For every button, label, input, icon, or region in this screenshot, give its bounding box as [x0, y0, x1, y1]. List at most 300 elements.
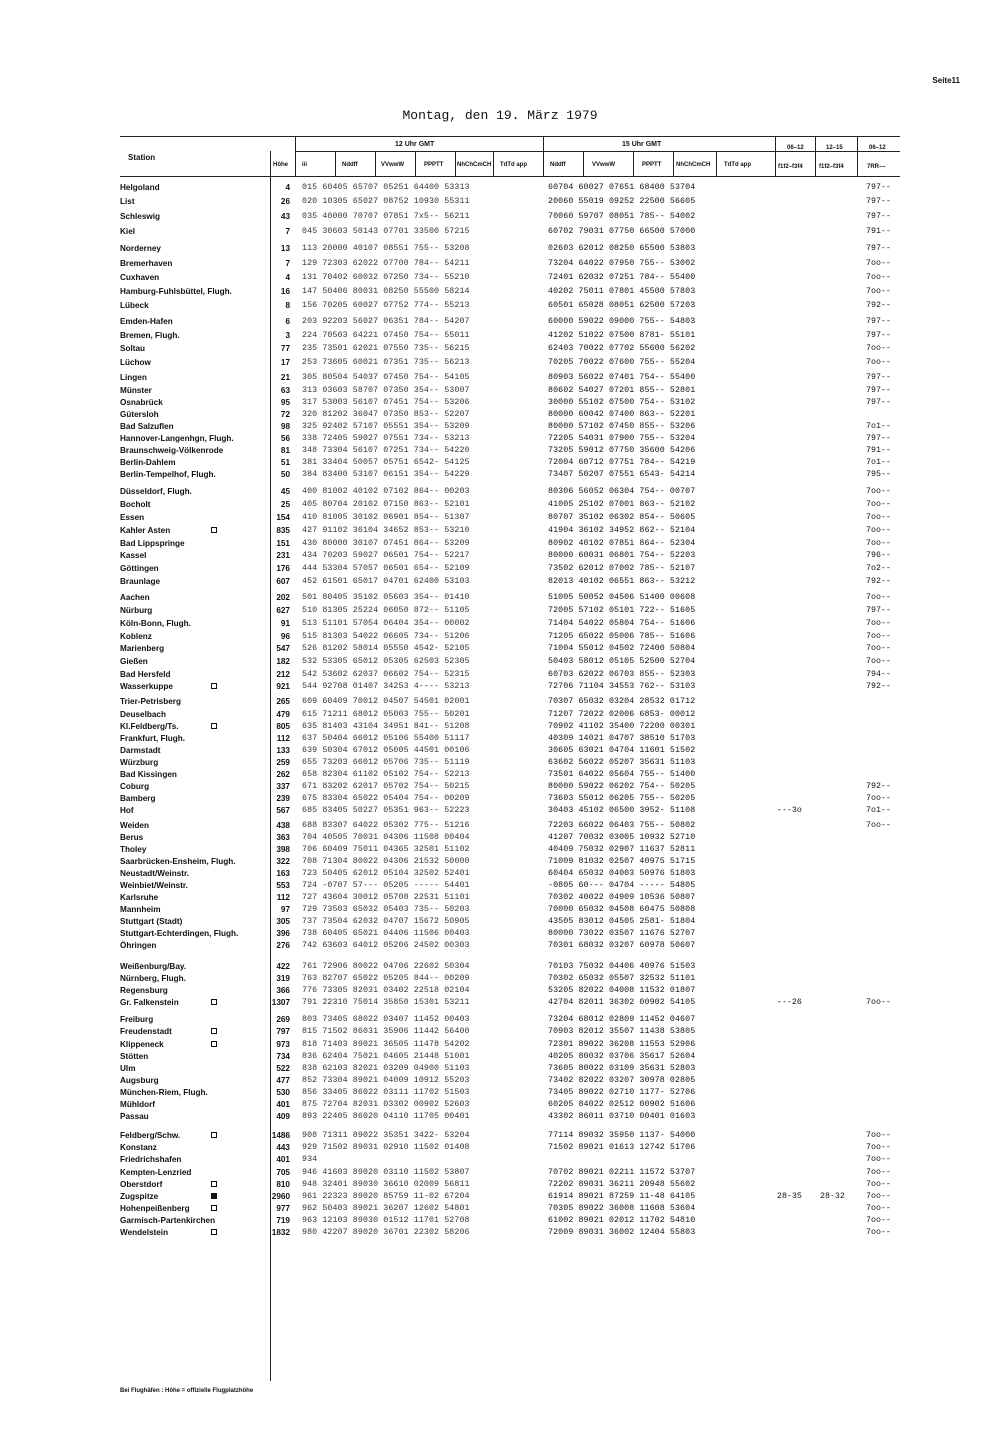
precip-06-12: ---3o — [777, 806, 802, 815]
station-height: 398 — [276, 845, 290, 854]
station-name: Lübeck — [120, 301, 149, 310]
station-height: 212 — [276, 670, 290, 679]
state-code: 7oo-- — [866, 273, 891, 282]
station-height: 176 — [276, 564, 290, 573]
station-height: 43 — [280, 212, 290, 221]
obs-15utc: 73405 89022 02710 1177- 52706 — [548, 1088, 696, 1097]
obs-12utc: 348 73304 56107 07251 734-- 54220 — [302, 446, 470, 455]
state-code: 797-- — [866, 606, 891, 615]
station-name: Weißenburg/Bay. — [120, 962, 187, 971]
mountain-station-icon — [211, 1205, 217, 1211]
obs-15utc: 77114 89032 35950 1137- 54000 — [548, 1131, 696, 1140]
obs-12utc: 742 63603 64012 05206 24502 00303 — [302, 941, 470, 950]
station-height: 276 — [276, 941, 290, 950]
station-height: 96 — [280, 632, 290, 641]
state-code: 7oo-- — [866, 1143, 891, 1152]
obs-12utc: 724 -0707 57--- 05205 ----- 54401 — [302, 881, 470, 890]
obs-15utc: 71205 65022 05006 785-- 51606 — [548, 632, 696, 641]
state-code: 797-- — [866, 434, 891, 443]
station-height: 396 — [276, 929, 290, 938]
obs-15utc: 71009 81032 02507 40975 51715 — [548, 857, 696, 866]
station-height: 797 — [276, 1027, 290, 1036]
station-name: Freiburg — [120, 1015, 154, 1024]
state-code: 794-- — [866, 670, 891, 679]
station-height: 7 — [285, 227, 290, 236]
header-td-12: TdTd app — [500, 162, 527, 168]
station-name: Öhringen — [120, 941, 157, 950]
obs-12utc: 706 60409 75011 04365 32501 51102 — [302, 845, 470, 854]
header-nh-12: NhChCmCH — [457, 162, 492, 168]
obs-15utc: 71004 55012 04502 72400 50804 — [548, 644, 696, 653]
obs-12utc: 671 83202 62017 05702 754-- 50215 — [302, 782, 470, 791]
obs-15utc: 40309 14021 04707 38510 51703 — [548, 734, 696, 743]
obs-15utc: 82013 40102 06551 863-- 53212 — [548, 577, 696, 586]
state-code: 7oo-- — [866, 513, 891, 522]
station-name: Wasserkuppe — [120, 682, 173, 691]
station-name: Norderney — [120, 244, 161, 253]
station-name: Bad Kissingen — [120, 770, 177, 779]
obs-15utc: 72205 54031 07900 755-- 53204 — [548, 434, 696, 443]
station-height: 112 — [276, 734, 290, 743]
station-name: Bocholt — [120, 500, 151, 509]
obs-12utc: 444 53304 57057 06501 654-- 52109 — [302, 564, 470, 573]
mountain-station-icon — [211, 527, 217, 533]
station-height: 72 — [280, 410, 290, 419]
station-name: Hohenpeißenberg — [120, 1204, 190, 1213]
state-code: 7oo-- — [866, 821, 891, 830]
station-height: 95 — [280, 398, 290, 407]
obs-15utc: 80000 73022 03507 11676 52707 — [548, 929, 696, 938]
station-name: Osnabrück — [120, 398, 163, 407]
header-c2: 12–15 — [826, 145, 843, 151]
station-name: Mühldorf — [120, 1100, 156, 1109]
station-name: Stuttgart (Stadt) — [120, 917, 183, 926]
obs-15utc: 80000 59022 06202 754-- 50205 — [548, 782, 696, 791]
header-c1: 06–12 — [787, 145, 804, 151]
obs-12utc: 723 50405 62012 05104 32502 52401 — [302, 869, 470, 878]
obs-15utc: 62403 70022 07702 55600 56202 — [548, 344, 696, 353]
station-height: 627 — [276, 606, 290, 615]
station-height: 262 — [276, 770, 290, 779]
obs-15utc: 41202 51022 07500 8781- 55101 — [548, 331, 696, 340]
station-name: Deuselbach — [120, 710, 166, 719]
station-name: Augsburg — [120, 1076, 159, 1085]
station-name: Saarbrücken-Ensheim, Flugh. — [120, 857, 236, 866]
obs-12utc: 045 30603 50143 07701 33500 57215 — [302, 227, 470, 236]
state-code: 797-- — [866, 398, 891, 407]
station-name: Emden-Hafen — [120, 317, 173, 326]
obs-12utc: 761 72906 80022 04706 22602 50304 — [302, 962, 470, 971]
obs-12utc: 452 61501 65017 04701 62400 53103 — [302, 577, 470, 586]
station-height: 547 — [276, 644, 290, 653]
obs-15utc: 30000 55102 07500 754-- 53102 — [548, 398, 696, 407]
state-code: 7oo-- — [866, 1155, 891, 1164]
state-code: 7oo-- — [866, 632, 891, 641]
obs-12utc: 015 60405 65707 05251 64400 53313 — [302, 183, 470, 192]
obs-15utc: 70902 41102 35400 72200 00301 — [548, 722, 696, 731]
station-height: 530 — [276, 1088, 290, 1097]
station-name: Neustadt/Weinstr. — [120, 869, 190, 878]
station-name: Hof — [120, 806, 134, 815]
station-name: Kahler Asten — [120, 526, 171, 535]
station-name: Kl.Feldberg/Ts. — [120, 722, 179, 731]
state-code: 797-- — [866, 197, 891, 206]
obs-15utc: 73205 59012 07750 35600 54206 — [548, 446, 696, 455]
station-name: Soltau — [120, 344, 146, 353]
station-height: 719 — [276, 1216, 290, 1225]
station-name: Darmstadt — [120, 746, 161, 755]
obs-15utc: 80000 60031 06801 754-- 52203 — [548, 551, 696, 560]
station-height: 567 — [276, 806, 290, 815]
station-height: 1307 — [271, 998, 290, 1007]
obs-12utc: 737 73504 62032 04707 15672 50905 — [302, 917, 470, 926]
station-height: 1832 — [271, 1228, 290, 1237]
station-name: Bad Salzuflen — [120, 422, 174, 431]
header-station: Station — [128, 153, 156, 162]
obs-15utc: 73603 55012 06205 755-- 50205 — [548, 794, 696, 803]
obs-15utc: 73605 80022 03109 35631 52803 — [548, 1064, 696, 1073]
station-height: 337 — [276, 782, 290, 791]
obs-12utc: 639 50304 67012 05005 44501 00106 — [302, 746, 470, 755]
mountain-station-icon — [211, 1028, 217, 1034]
obs-15utc: 53205 82022 04008 11532 01807 — [548, 986, 696, 995]
station-height: 50 — [280, 470, 290, 479]
station-name: Göttingen — [120, 564, 159, 573]
obs-15utc: 70302 40022 04909 10536 50807 — [548, 893, 696, 902]
station-height: 26 — [280, 197, 290, 206]
obs-12utc: 510 81305 25224 06050 872-- 51105 — [302, 606, 470, 615]
obs-12utc: 203 92203 56027 06351 784-- 54207 — [302, 317, 470, 326]
state-code: 792-- — [866, 682, 891, 691]
obs-15utc: 80306 56052 06304 754-- 00707 — [548, 487, 696, 496]
state-code: 7oo-- — [866, 794, 891, 803]
station-name: List — [120, 197, 135, 206]
obs-12utc: 434 70203 59027 06501 754-- 52217 — [302, 551, 470, 560]
station-height: 51 — [280, 458, 290, 467]
station-height: 810 — [276, 1180, 290, 1189]
obs-12utc: 962 50403 89021 36207 12602 54801 — [302, 1204, 470, 1213]
state-code: 7oo-- — [866, 619, 891, 628]
obs-12utc: 020 10305 65027 08752 10930 55311 — [302, 197, 470, 206]
obs-12utc: 815 71502 86031 35906 11442 56400 — [302, 1027, 470, 1036]
station-height: 401 — [276, 1155, 290, 1164]
station-name: Berlin-Dahlem — [120, 458, 176, 467]
obs-15utc: 73502 62012 07002 785-- 52107 — [548, 564, 696, 573]
state-code: 7oo-- — [866, 259, 891, 268]
state-code: 791-- — [866, 227, 891, 236]
obs-12utc: 836 62404 75021 04605 21448 51001 — [302, 1052, 470, 1061]
station-name: Marienberg — [120, 644, 165, 653]
obs-12utc: 381 33404 50057 05751 6542- 54125 — [302, 458, 470, 467]
state-code: 795-- — [866, 470, 891, 479]
station-height: 977 — [276, 1204, 290, 1213]
obs-15utc: 40205 80032 03706 35617 52604 — [548, 1052, 696, 1061]
obs-15utc: 61002 89021 02012 11702 54810 — [548, 1216, 696, 1225]
obs-12utc: 224 70503 64221 07450 754-- 55011 — [302, 331, 470, 340]
station-height: 409 — [276, 1112, 290, 1121]
state-code: 792-- — [866, 782, 891, 791]
obs-12utc: 655 73203 66012 05706 735-- 51119 — [302, 758, 470, 767]
station-height: 366 — [276, 986, 290, 995]
station-height: 705 — [276, 1168, 290, 1177]
obs-15utc: 70060 59707 08051 785-- 54002 — [548, 212, 696, 221]
state-code: 7oo-- — [866, 1216, 891, 1225]
state-code: 797-- — [866, 317, 891, 326]
obs-15utc: 72009 89031 36002 12404 55803 — [548, 1228, 696, 1237]
header-group-15: 15 Uhr GMT — [622, 141, 662, 148]
state-code: 7oo-- — [866, 1131, 891, 1140]
station-height: 363 — [276, 833, 290, 842]
station-height: 921 — [276, 682, 290, 691]
station-height: 81 — [280, 446, 290, 455]
obs-15utc: 80000 57102 07450 855-- 53206 — [548, 422, 696, 431]
obs-15utc: 72401 62032 07251 784-- 55400 — [548, 273, 696, 282]
station-height: 269 — [276, 1015, 290, 1024]
station-name: Coburg — [120, 782, 150, 791]
obs-12utc: 946 41603 89020 03110 11502 53807 — [302, 1168, 470, 1177]
obs-15utc: 41904 36102 34952 862-- 52104 — [548, 526, 696, 535]
header-s1: f1f2–f3f4 — [778, 164, 803, 170]
obs-15utc: 70307 65032 03204 28532 01712 — [548, 697, 696, 706]
station-name: Schleswig — [120, 212, 161, 221]
obs-15utc: 61914 89021 87259 11-48 64105 — [548, 1192, 696, 1201]
obs-15utc: 71502 89021 01613 12742 51706 — [548, 1143, 696, 1152]
precip-06-12: ---26 — [777, 998, 802, 1007]
obs-12utc: 542 53602 62037 06602 754-- 52315 — [302, 670, 470, 679]
state-code: 797-- — [866, 331, 891, 340]
obs-15utc: 30403 45102 06500 3952- 51108 — [548, 806, 696, 815]
station-height: 202 — [276, 593, 290, 602]
state-code: 7oo-- — [866, 526, 891, 535]
state-code: 792-- — [866, 577, 891, 586]
page-number: Seite11 — [932, 76, 960, 85]
station-height: 319 — [276, 974, 290, 983]
state-code: 797-- — [866, 244, 891, 253]
station-name: Freudenstadt — [120, 1027, 172, 1036]
station-name: Nürburg — [120, 606, 153, 615]
obs-12utc: 685 83405 50227 05351 963-- 52223 — [302, 806, 470, 815]
obs-12utc: 338 72405 59027 07551 734-- 53213 — [302, 434, 470, 443]
station-height: 3 — [285, 331, 290, 340]
header-hoehe: Höhe — [273, 162, 288, 168]
obs-12utc: 776 73305 82031 03402 22518 02104 — [302, 986, 470, 995]
station-height: 805 — [276, 722, 290, 731]
obs-12utc: 763 82707 65022 05205 844-- 00209 — [302, 974, 470, 983]
obs-15utc: 70903 82012 35507 11438 53805 — [548, 1027, 696, 1036]
obs-15utc: 51005 50052 04506 51400 00608 — [548, 593, 696, 602]
obs-12utc: 708 71304 80022 04306 21532 50000 — [302, 857, 470, 866]
station-name: Regensburg — [120, 986, 168, 995]
station-height: 835 — [276, 526, 290, 535]
header-pppt-15: PPPTT — [642, 162, 662, 168]
station-height: 77 — [280, 344, 290, 353]
state-code: 7oo-- — [866, 287, 891, 296]
station-name: Düsseldorf, Flugh. — [120, 487, 192, 496]
station-name: Bremen, Flugh. — [120, 331, 180, 340]
station-height: 8 — [285, 301, 290, 310]
station-height: 91 — [280, 619, 290, 628]
state-code: 7oo-- — [866, 358, 891, 367]
station-name: Gr. Falkenstein — [120, 998, 179, 1007]
obs-15utc: 70305 89022 36008 11608 53604 — [548, 1204, 696, 1213]
header-s3: 7RR–– — [867, 164, 886, 170]
mountain-station-icon — [211, 1181, 217, 1187]
state-code: 7oo-- — [866, 539, 891, 548]
obs-12utc: 908 71311 89022 35351 3422- 53204 — [302, 1131, 470, 1140]
station-name: Hamburg-Fuhlsbüttel, Flugh. — [120, 287, 232, 296]
state-code: 7oo-- — [866, 1168, 891, 1177]
station-name: Karlsruhe — [120, 893, 159, 902]
obs-15utc: 73407 50207 07551 6543- 54214 — [548, 470, 696, 479]
obs-12utc: 727 43604 30012 05708 22531 51101 — [302, 893, 470, 902]
obs-12utc: 405 80704 20102 07150 863-- 52101 — [302, 500, 470, 509]
obs-15utc: 60704 60027 07651 68400 53704 — [548, 183, 696, 192]
station-name: Wendelstein — [120, 1228, 169, 1237]
state-code: 7oo-- — [866, 644, 891, 653]
obs-15utc: 70205 70022 07600 755-- 55204 — [548, 358, 696, 367]
state-code: 791-- — [866, 446, 891, 455]
station-height: 182 — [276, 657, 290, 666]
station-name: Zugspitze — [120, 1192, 159, 1201]
station-height: 4 — [285, 273, 290, 282]
obs-12utc: 035 40000 70707 07851 7x5-- 56211 — [302, 212, 470, 221]
obs-12utc: 980 42207 89020 36701 22302 58206 — [302, 1228, 470, 1237]
station-name: Berlin-Tempelhof, Flugh. — [120, 470, 216, 479]
station-name: Garmisch-Partenkirchen — [120, 1216, 216, 1225]
state-code: 7oo-- — [866, 487, 891, 496]
mountain-station-icon — [211, 723, 217, 729]
station-name: Münster — [120, 386, 152, 395]
obs-12utc: 688 83307 64022 05302 775-- 51216 — [302, 821, 470, 830]
precip-06-12: 28-35 — [777, 1192, 802, 1201]
station-name: Kassel — [120, 551, 147, 560]
state-code: 797-- — [866, 183, 891, 192]
obs-15utc: 72203 66022 06403 755-- 50802 — [548, 821, 696, 830]
obs-12utc: 113 20000 40107 08551 755-- 53208 — [302, 244, 470, 253]
obs-15utc: 40202 75011 07801 45500 57803 — [548, 287, 696, 296]
obs-15utc: 70301 68032 03207 60978 50607 — [548, 941, 696, 950]
station-height: 56 — [280, 434, 290, 443]
obs-15utc: 70103 75032 04406 40976 51503 — [548, 962, 696, 971]
date-heading: Montag, den 19. März 1979 — [402, 108, 598, 123]
station-name: Gütersloh — [120, 410, 159, 419]
obs-12utc: 131 70402 60032 07250 734-- 55210 — [302, 273, 470, 282]
station-height: 522 — [276, 1064, 290, 1073]
state-code: 7oo-- — [866, 1180, 891, 1189]
station-name: Kiel — [120, 227, 136, 236]
obs-12utc: 515 81303 54022 06605 734-- 51206 — [302, 632, 470, 641]
obs-12utc: 856 33405 86022 03111 11702 51503 — [302, 1088, 470, 1097]
obs-15utc: 72301 89022 36208 11553 52906 — [548, 1040, 696, 1049]
obs-15utc: 20060 55019 09252 22500 56605 — [548, 197, 696, 206]
obs-15utc: 30605 63021 04704 11601 51502 — [548, 746, 696, 755]
obs-12utc: 317 53003 56107 07451 754-- 53206 — [302, 398, 470, 407]
station-height: 973 — [276, 1040, 290, 1049]
obs-15utc: 73204 64022 07950 755-- 53002 — [548, 259, 696, 268]
header-nddff-12: Nddff — [342, 162, 358, 168]
header-nh-15: NhChCmCH — [676, 162, 711, 168]
obs-12utc: 791 22310 75014 35850 15301 53211 — [302, 998, 470, 1007]
station-height: 98 — [280, 422, 290, 431]
header-group-12: 12 Uhr GMT — [395, 141, 435, 148]
obs-12utc: 961 22323 89020 85759 11-02 67204 — [302, 1192, 470, 1201]
station-name: Friedrichshafen — [120, 1155, 182, 1164]
station-height: 479 — [276, 710, 290, 719]
obs-12utc: 803 73405 68022 03407 11452 00403 — [302, 1015, 470, 1024]
header-c3: 06–12 — [869, 145, 886, 151]
station-name: Köln-Bonn, Flugh. — [120, 619, 191, 628]
station-name: Bad Lippspringe — [120, 539, 185, 548]
obs-15utc: 60702 79031 07750 66500 57000 — [548, 227, 696, 236]
station-height: 1486 — [271, 1131, 290, 1140]
obs-12utc: 893 22405 86020 04110 11705 00401 — [302, 1112, 470, 1121]
obs-15utc: 02603 62012 08250 65500 53803 — [548, 244, 696, 253]
station-height: 438 — [276, 821, 290, 830]
station-name: Mannheim — [120, 905, 161, 914]
obs-15utc: -0805 60--- 04704 ----- 54805 — [548, 881, 696, 890]
state-code: 7oo-- — [866, 1192, 891, 1201]
station-height: 97 — [280, 905, 290, 914]
obs-12utc: 609 60409 70012 04507 54501 02001 — [302, 697, 470, 706]
mountain-station-icon — [211, 1193, 217, 1199]
station-height: 16 — [280, 287, 290, 296]
mountain-station-icon — [211, 999, 217, 1005]
obs-12utc: 675 83304 65022 05404 754-- 00209 — [302, 794, 470, 803]
station-name: Kempten-Lenzried — [120, 1168, 192, 1177]
obs-12utc: 544 92708 01407 34253 4---- 53213 — [302, 682, 470, 691]
station-height: 21 — [280, 373, 290, 382]
station-name: Weiden — [120, 821, 149, 830]
station-name: Lingen — [120, 373, 147, 382]
state-code: 797-- — [866, 212, 891, 221]
station-name: Lüchow — [120, 358, 151, 367]
state-code: 796-- — [866, 551, 891, 560]
station-name: München-Riem, Flugh. — [120, 1088, 208, 1097]
state-code: 792-- — [866, 301, 891, 310]
obs-15utc: 80602 54027 07201 855-- 52801 — [548, 386, 696, 395]
station-name: Ulm — [120, 1064, 136, 1073]
obs-12utc: 838 62103 82021 03209 04900 51103 — [302, 1064, 470, 1073]
station-name: Frankfurt, Flugh. — [120, 734, 186, 743]
obs-12utc: 427 91102 36104 34652 853-- 53210 — [302, 526, 470, 535]
obs-12utc: 637 50404 66012 05106 55400 51117 — [302, 734, 470, 743]
header-nddff-15: Nddff — [550, 162, 566, 168]
obs-12utc: 963 12103 89030 01512 11701 52708 — [302, 1216, 470, 1225]
station-height: 607 — [276, 577, 290, 586]
obs-15utc: 63602 56022 05207 35631 51103 — [548, 758, 696, 767]
station-height: 7 — [285, 259, 290, 268]
obs-12utc: 147 50406 80031 08250 55500 58214 — [302, 287, 470, 296]
station-height: 154 — [276, 513, 290, 522]
state-code: 7oo-- — [866, 1204, 891, 1213]
obs-12utc: 400 81002 40102 07102 864-- 00203 — [302, 487, 470, 496]
obs-15utc: 71207 72022 02006 6853- 00012 — [548, 710, 696, 719]
station-height: 734 — [276, 1052, 290, 1061]
obs-12utc: 129 72303 62022 07700 784-- 54211 — [302, 259, 470, 268]
obs-15utc: 41207 70032 03005 10932 52710 — [548, 833, 696, 842]
station-height: 112 — [276, 893, 290, 902]
station-name: Passau — [120, 1112, 149, 1121]
obs-12utc: 875 72704 82031 03302 00902 52603 — [302, 1100, 470, 1109]
state-code: 7oo-- — [866, 998, 891, 1007]
obs-12utc: 852 73304 89021 04009 10912 55203 — [302, 1076, 470, 1085]
station-name: Nürnberg, Flugh. — [120, 974, 186, 983]
obs-15utc: 70000 65032 04508 60475 50808 — [548, 905, 696, 914]
station-name: Cuxhaven — [120, 273, 160, 282]
station-name: Bamberg — [120, 794, 156, 803]
obs-15utc: 43302 86011 03710 00401 01603 — [548, 1112, 696, 1121]
station-height: 2960 — [271, 1192, 290, 1201]
